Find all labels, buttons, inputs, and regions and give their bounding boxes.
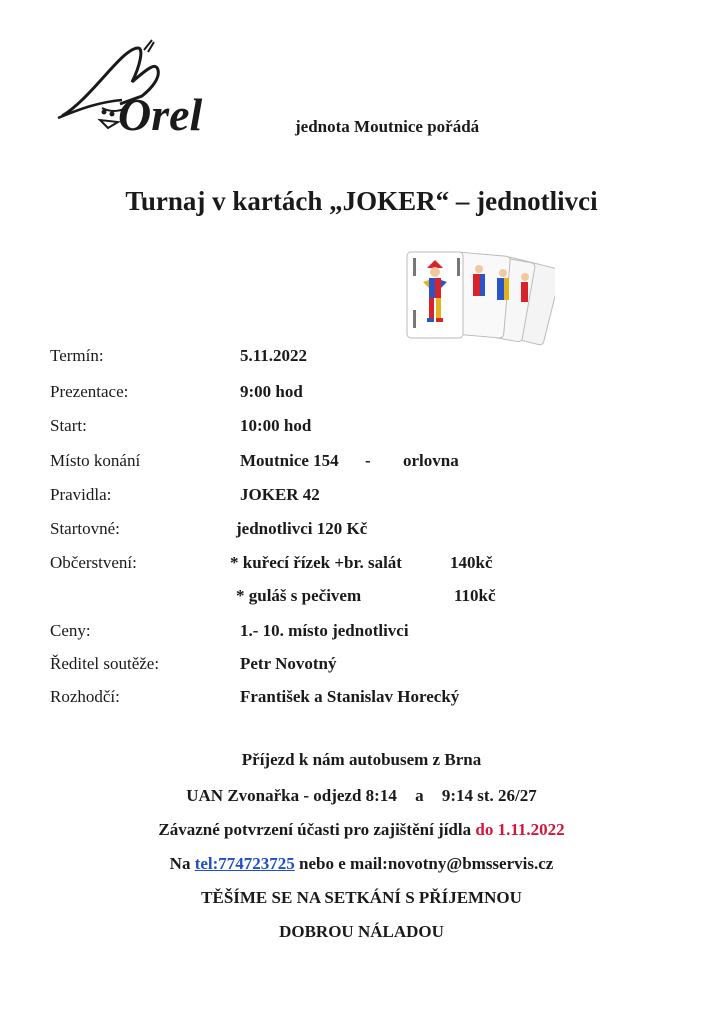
- footer-greeting-1: TĚŠÍME SE NA SETKÁNÍ S PŘÍJEMNOU: [201, 888, 522, 907]
- rozhodci-value: František a Stanislav Horecký: [240, 687, 460, 706]
- footer-departure: [0, 786, 723, 806]
- contact-email: nebo e mail:novotny@bmsservis.cz: [299, 854, 554, 873]
- misto-value-address: Moutnice 154: [240, 451, 339, 470]
- footer-greeting-2: DOBROU NÁLADOU: [279, 922, 444, 941]
- confirmation-deadline: do 1.11.2022: [475, 820, 565, 839]
- page-title: Turnaj v kartách „JOKER“ – jednotlivci: [125, 186, 598, 216]
- prezentace-value: 9:00 hod: [240, 382, 303, 401]
- orel-logo-icon: [52, 38, 292, 148]
- pravidla-value: JOKER 42: [240, 485, 320, 504]
- startovne-value: jednotlivci 120 Kč: [236, 519, 368, 538]
- prezentace-label: Prezentace:: [50, 382, 129, 401]
- obcerstveni-item-1: * kuřecí řízek +br. salát: [230, 553, 402, 572]
- footer-bus-line: Příjezd k nám autobusem z Brna: [241, 750, 482, 769]
- confirmation-text: Závazné potvrzení účasti pro zajištění jídla: [158, 820, 472, 839]
- ceny-label: Ceny:: [50, 621, 91, 640]
- obcerstveni-item-2: * guláš s pečivem: [236, 586, 362, 605]
- phone-link[interactable]: tel:774723725: [194, 854, 295, 873]
- departure-and: a: [415, 786, 424, 805]
- joker-cards-icon: [405, 248, 555, 348]
- termin-value: 5.11.2022: [240, 346, 308, 365]
- start-value: 10:00 hod: [240, 416, 312, 435]
- reditel-label: Ředitel soutěže:: [50, 654, 160, 673]
- obcerstveni-price-2: 110kč: [454, 586, 496, 605]
- reditel-value: Petr Novotný: [240, 654, 337, 673]
- departure-first: UAN Zvonařka - odjezd 8:14: [186, 786, 397, 805]
- contact-prefix: Na: [169, 854, 191, 873]
- ceny-value: 1.- 10. místo jednotlivci: [240, 621, 409, 640]
- start-label: Start:: [50, 416, 87, 435]
- startovne-label: Startovné:: [50, 519, 120, 538]
- footer-confirmation: [0, 820, 723, 840]
- obcerstveni-label: Občerstvení:: [50, 553, 137, 572]
- rozhodci-label: Rozhodčí:: [50, 687, 120, 706]
- termin-label: Termín:: [50, 346, 104, 365]
- organizer-text: jednota Moutnice pořádá: [295, 117, 480, 136]
- obcerstveni-price-1: 140kč: [450, 553, 493, 572]
- footer-contact: [0, 854, 723, 874]
- departure-second: 9:14 st. 26/27: [441, 786, 537, 805]
- misto-label: Místo konání: [50, 451, 141, 470]
- misto-value-separator: -: [365, 451, 371, 470]
- svg-text:Orel: Orel: [118, 89, 203, 140]
- pravidla-label: Pravidla:: [50, 485, 112, 504]
- misto-value-place: orlovna: [403, 451, 459, 470]
